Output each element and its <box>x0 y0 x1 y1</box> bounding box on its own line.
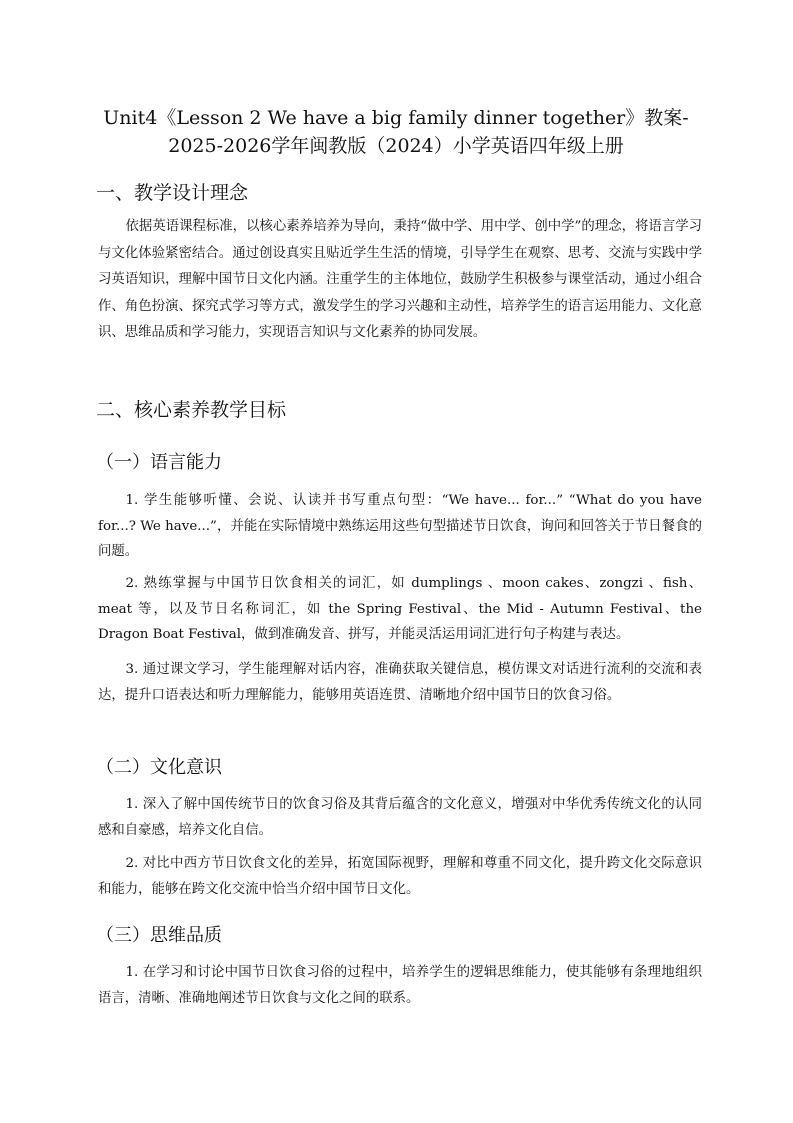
language-goal-item-1: 1. 学生能够听懂、会说、认读并书写重点句型：“We have... for...” “What do you have for...? We have...”，并能在实际情境中熟练运用这些句型描述节日饮食，询问和回答关于节日餐食的问题。 <box>98 493 702 560</box>
thinking-goal-item-1: 1. 在学习和讨论中国节日饮食习俗的过程中，培养学生的逻辑思维能力，使其能够有条理地组织语言，清晰、准确地阐述节日饮食与文化之间的联系。 <box>98 965 702 1006</box>
section-heading-core-goals: 二、核心素养教学目标 <box>96 399 287 421</box>
culture-goal-item-1: 1. 深入了解中国传统节日的饮食习俗及其背后蕴含的文化意义，增强对中华优秀传统文化的认同感和自豪感，培养文化自信。 <box>98 797 702 838</box>
document-title-line-2: 2025-2026学年闽教版（2024）小学英语四年级上册 <box>168 135 624 157</box>
section-heading-design-concept: 一、教学设计理念 <box>96 182 249 204</box>
language-goal-item-2: 2. 熟练掌握与中国节日饮食相关的词汇，如 dumplings 、moon cakes、zongzi 、fish、meat 等，以及节日名称词汇，如 the Spring Festival、the Mid - Autumn Festival、the Dragon Boat Festival，做到准确发音、拼写，并能灵活运用词汇进行句子构建与表达。 <box>98 576 702 643</box>
subheading-language-ability: （一）语言能力 <box>96 452 222 473</box>
language-goal-item-3: 3. 通过课文学习，学生能理解对话内容，准确获取关键信息，模仿课文对话进行流利的交流和表达，提升口语表达和听力理解能力，能够用英语连贯、清晰地介绍中国节日的饮食习俗。 <box>98 662 702 703</box>
subheading-thinking-quality: （三）思维品质 <box>96 925 222 946</box>
subheading-cultural-awareness: （二）文化意识 <box>96 757 222 778</box>
design-concept-paragraph: 依据英语课程标准，以核心素养培养为导向，秉持“做中学、用中学、创中学”的理念，将语言学习与文化体验紧密结合。通过创设真实且贴近学生生活的情境，引导学生在观察、思考、交流与实践中学习英语知识，理解中国节日文化内涵。注重学生的主体地位，鼓励学生积极参与课堂活动，通过小组合作、角色扮演、探究式学习等方式，激发学生的学习兴趣和主动性，培养学生的语言运用能力、文化意识、思维品质和学习能力，实现语言知识与文化素养的协同发展。 <box>98 219 702 340</box>
culture-goal-item-2: 2. 对比中西方节日饮食文化的差异，拓宽国际视野，理解和尊重不同文化，提升跨文化交际意识和能力，能够在跨文化交流中恰当介绍中国节日文化。 <box>98 856 702 897</box>
document-title-line-1: Unit4《Lesson 2 We have a big family dinner together》教案- <box>103 107 689 129</box>
